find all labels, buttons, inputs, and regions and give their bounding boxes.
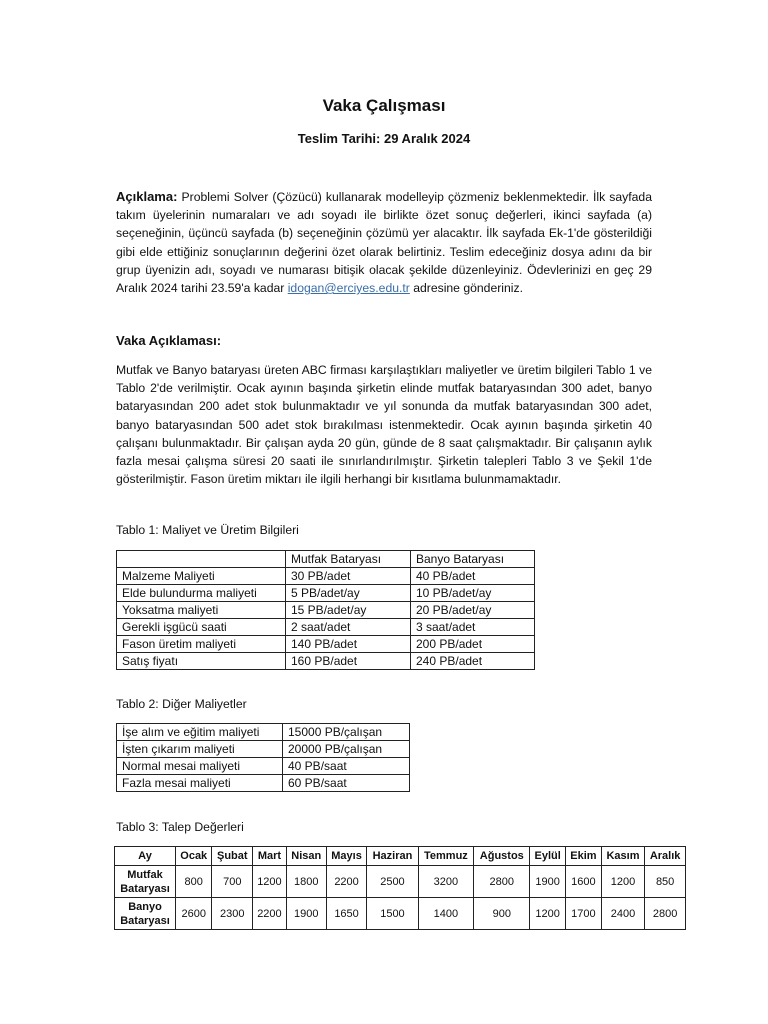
table-header: Mart [253, 847, 287, 866]
demand-table-body [115, 866, 686, 930]
table-row [117, 602, 535, 619]
demand-table-head [115, 847, 686, 866]
table-cell: 2600 [176, 898, 212, 930]
email-link[interactable]: idogan@erciyes.edu.tr [287, 281, 410, 296]
table-cell: 2400 [601, 898, 644, 930]
table-cell: 160 PB/adet [286, 653, 411, 670]
table-row [117, 741, 410, 758]
table-cell: Elde bulundurma maliyeti [117, 585, 286, 602]
table-cell: 1200 [530, 898, 566, 930]
table-cell: 240 PB/adet [411, 653, 535, 670]
vaka-heading: Vaka Açıklaması: [116, 333, 222, 348]
table-cell: 2800 [474, 866, 530, 898]
table3-caption: Tablo 3: Talep Değerleri [116, 820, 244, 834]
row-label: Mutfak Bataryası [115, 866, 176, 898]
table-cell: 1400 [418, 898, 474, 930]
table-header: Kasım [601, 847, 644, 866]
table-cell: 60 PB/saat [283, 775, 410, 792]
table-header: Aralık [645, 847, 686, 866]
table-cell: İşten çıkarım maliyeti [117, 741, 283, 758]
due-date: Teslim Tarihi: 29 Aralık 2024 [297, 131, 471, 146]
table-cell: 2200 [326, 866, 367, 898]
table-cell: 140 PB/adet [286, 636, 411, 653]
table-cell: 1600 [566, 866, 602, 898]
other-costs-table-body [117, 724, 410, 792]
table-cell: 1200 [601, 866, 644, 898]
table-row [117, 636, 535, 653]
table-row [117, 568, 535, 585]
table-cell: 3 saat/adet [411, 619, 535, 636]
table-row [115, 898, 686, 930]
table-row [117, 724, 410, 741]
table-cell: 800 [176, 866, 212, 898]
table-cell: 1500 [367, 898, 418, 930]
table2-caption: Tablo 2: Diğer Maliyetler [116, 697, 247, 711]
table-cell: Yoksatma maliyeti [117, 602, 286, 619]
table-cell: 1700 [566, 898, 602, 930]
table-cell: 1200 [253, 866, 287, 898]
table-row [115, 866, 686, 898]
table-cell: 40 PB/adet [411, 568, 535, 585]
table-cell: 5 PB/adet/ay [286, 585, 411, 602]
aciklama-paragraph [116, 188, 652, 297]
table-header-row [115, 847, 686, 866]
cost-table [116, 550, 535, 670]
table-header: Temmuz [418, 847, 474, 866]
vaka-paragraph: Mutfak ve Banyo bataryası üreten ABC firması karşılaştıkları maliyetler ve üretim bilgileri Tablo 1 ve Tablo 2'de verilmiştir. Ocak ayının başında şirketin elinde mutfak bataryasından 300 adet, banyo bataryasından 200 adet stok bulunmaktadır ve yıl sonunda da mutfak bataryasından 300 adet, banyo bataryasından 500 adet stok bırakılması istenmektedir. Ocak ayının başında şirketin 40 çalışanı bulunmaktadır. Bir çalışan ayda 20 gün, günde de 8 saat çalışmaktadır. Bir çalışanın aylık fazla mesai çalışma süresi 20 saati ile sınırlandırılmıştır. Şirketin talepleri Tablo 3 ve Şekil 1'de gösterilmiştir. Fason üretim miktarı ile ilgili herhangi bir kısıtlama bulunmamaktadır. [116, 363, 652, 487]
table-row [117, 758, 410, 775]
table-header: Mutfak Bataryası [286, 551, 411, 568]
table-cell: Fason üretim maliyeti [117, 636, 286, 653]
table-header: Şubat [212, 847, 253, 866]
table-cell: 10 PB/adet/ay [411, 585, 535, 602]
table-row [117, 653, 535, 670]
table-header: Ocak [176, 847, 212, 866]
table-cell: 2300 [212, 898, 253, 930]
table-cell: 200 PB/adet [411, 636, 535, 653]
other-costs-table [116, 723, 410, 792]
page-title: Vaka Çalışması [322, 96, 446, 115]
table-cell: 15 PB/adet/ay [286, 602, 411, 619]
cost-table-body [117, 551, 535, 670]
table-row [117, 619, 535, 636]
table-header: Ağustos [474, 847, 530, 866]
table-cell: 1900 [530, 866, 566, 898]
aciklama-tail: adresine gönderiniz. [409, 281, 523, 296]
aciklama-text: Problemi Solver (Çözücü) kullanarak modelleyip çözmeniz beklenmektedir. İlk sayfada takım üyelerinin numaraları ve adı soyadı ile birlikte özet sonuç değerleri, ikinci sayfada (a) seçeneğinin, üçüncü sayfada (b) seçeneğinin çözümü yer alacaktır. İlk sayfada Ek-1'de gösterildiği gibi elde ettiğiniz sonuçlarının değerini özet olarak belirtiniz. Teslim edeceğiniz dosya adını da bir grup üyenizin adı, soyadı ve numarası bitişik olacak şekilde düzenleyiniz. Ödevlerinizi en geç 29 Aralık 2024 tarihi 23.59'a kadar [116, 190, 652, 296]
table-cell: 1650 [326, 898, 367, 930]
table-cell: İşe alım ve eğitim maliyeti [117, 724, 283, 741]
table1-caption: Tablo 1: Maliyet ve Üretim Bilgileri [116, 523, 299, 537]
table-cell: 2800 [645, 898, 686, 930]
table-cell: Malzeme Maliyeti [117, 568, 286, 585]
table-header: Eylül [530, 847, 566, 866]
table-cell: 2500 [367, 866, 418, 898]
table-row [117, 585, 535, 602]
table-cell: 15000 PB/çalışan [283, 724, 410, 741]
table-cell: 2200 [253, 898, 287, 930]
table-cell: 3200 [418, 866, 474, 898]
table-cell: 20 PB/adet/ay [411, 602, 535, 619]
row-label: Banyo Bataryası [115, 898, 176, 930]
table-header: Haziran [367, 847, 418, 866]
demand-table [114, 846, 686, 930]
table-cell: 30 PB/adet [286, 568, 411, 585]
table-cell: 1900 [286, 898, 326, 930]
table-row [117, 551, 535, 568]
table-cell: Normal mesai maliyeti [117, 758, 283, 775]
table-header: Ay [115, 847, 176, 866]
aciklama-label: Açıklama: [116, 189, 178, 204]
table-cell: Fazla mesai maliyeti [117, 775, 283, 792]
table-header: Banyo Bataryası [411, 551, 535, 568]
table-cell: 40 PB/saat [283, 758, 410, 775]
table-cell: 1800 [286, 866, 326, 898]
table-cell: 900 [474, 898, 530, 930]
table-header: Ekim [566, 847, 602, 866]
table-header: Mayıs [326, 847, 367, 866]
table-cell: Gerekli işgücü saati [117, 619, 286, 636]
table-cell: 850 [645, 866, 686, 898]
table-row [117, 775, 410, 792]
table-cell: 2 saat/adet [286, 619, 411, 636]
table-cell: Satış fiyatı [117, 653, 286, 670]
table-header: Nisan [286, 847, 326, 866]
table-cell [117, 551, 286, 568]
table-cell: 20000 PB/çalışan [283, 741, 410, 758]
table-cell: 700 [212, 866, 253, 898]
